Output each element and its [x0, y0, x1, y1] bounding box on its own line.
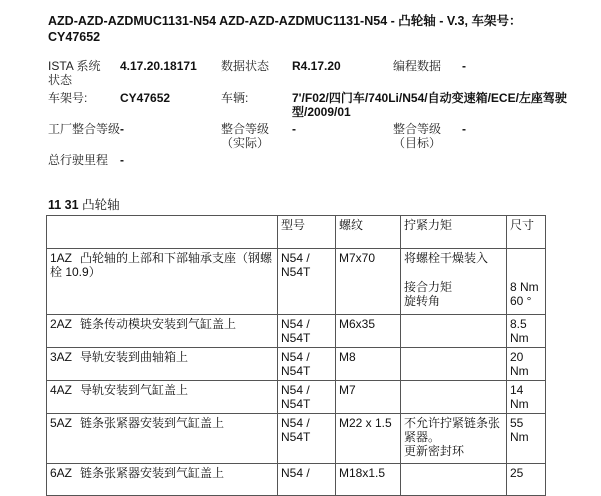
- row-desc: 导轨安装到曲轴箱上: [80, 350, 189, 364]
- table-row: [47, 249, 546, 315]
- row-desc: 导轨安装到气缸盖上: [80, 383, 189, 397]
- row-model: N54 / N54T: [278, 348, 336, 381]
- row-desc: 链条张紧器安装到气缸盖上: [80, 466, 225, 480]
- row-id: 5AZ: [50, 416, 73, 430]
- row-thread: M18x1.5: [336, 464, 401, 496]
- vehicle-label: 车辆:: [221, 91, 249, 105]
- row-torque: [401, 464, 507, 496]
- table-row: [47, 464, 546, 496]
- ista-value: 4.17.20.18171: [120, 59, 197, 73]
- section-heading: [48, 195, 120, 213]
- row-desc-cell: [47, 381, 278, 414]
- row-size-cell: [507, 249, 546, 315]
- title-component: 凸轮轴: [398, 14, 436, 28]
- data-state-value: R4.17.20: [292, 59, 341, 73]
- title-vin-label: 车架号：: [471, 14, 522, 28]
- row-desc: 链条张紧器安装到气缸盖上: [80, 416, 225, 430]
- document-title: [48, 13, 568, 45]
- section-name: 凸轮轴: [82, 198, 120, 212]
- row-thread: M8: [336, 348, 401, 381]
- mileage-label: 总行驶里程: [48, 153, 109, 167]
- row-model: N54 / N54T: [278, 414, 336, 464]
- row-size-angle: 60 °: [510, 294, 532, 308]
- factory-level-label: 工厂整合等级: [48, 122, 121, 136]
- row-torque-join: 接合力矩: [404, 280, 453, 294]
- target-level-value: -: [462, 122, 466, 136]
- ista-label: ISTA 系统状态: [48, 59, 101, 87]
- row-thread: M22 x 1.5: [336, 414, 401, 464]
- section-number: 11 31: [48, 198, 79, 212]
- row-torque-note: 不允许拧紧链条张紧器。: [404, 416, 501, 444]
- row-desc-cell: [47, 464, 278, 496]
- row-model: N54 / N54T: [278, 249, 336, 315]
- row-model: N54 / N54T: [278, 381, 336, 414]
- row-model: N54 /: [278, 464, 336, 496]
- row-torque-seal: 更新密封环: [404, 444, 465, 458]
- row-id: 6AZ: [50, 466, 73, 480]
- table-row: [47, 348, 546, 381]
- row-model: N54 / N54T: [278, 315, 336, 348]
- programming-value: -: [462, 59, 466, 73]
- actual-level-label: 整合等级（实际）: [221, 122, 270, 150]
- row-thread: M7: [336, 381, 401, 414]
- mileage-value: -: [120, 153, 124, 167]
- row-id: 3AZ: [50, 350, 73, 364]
- table-row: [47, 315, 546, 348]
- target-level-label: 整合等级（目标）: [393, 122, 442, 150]
- row-torque: [401, 381, 507, 414]
- header-desc: [47, 216, 278, 249]
- row-torque-note: 将螺栓干燥装入: [404, 251, 489, 265]
- row-size: 20 Nm: [507, 348, 546, 381]
- header-size: 尺寸: [507, 216, 546, 249]
- header-model: 型号: [278, 216, 336, 249]
- row-size: 14 Nm: [507, 381, 546, 414]
- row-desc-cell: [47, 249, 278, 315]
- row-torque-cell: [401, 249, 507, 315]
- header-torque: 拧紧力矩: [401, 216, 507, 249]
- row-desc-cell: [47, 348, 278, 381]
- header-thread: 螺纹: [336, 216, 401, 249]
- row-thread: M7x70: [336, 249, 401, 315]
- row-desc: 凸轮轴的上部和下部轴承支座（钢螺栓 10.9）: [50, 251, 273, 279]
- row-desc-cell: [47, 414, 278, 464]
- row-torque-cell: [401, 414, 507, 464]
- table-row: [47, 381, 546, 414]
- table-row: [47, 414, 546, 464]
- row-id: 4AZ: [50, 383, 73, 397]
- row-size-torque: 8 Nm: [510, 280, 539, 294]
- table-header-row: [47, 216, 546, 249]
- torque-table: [46, 215, 546, 496]
- title-vin: CY47652: [48, 30, 101, 44]
- title-version: - V.3,: [435, 14, 472, 28]
- row-torque-angle: 旋转角: [404, 294, 441, 308]
- title-code: AZD-AZD-AZDMUC1131-N54 AZD-AZD-AZDMUC1131-N54 -: [48, 14, 399, 28]
- row-size: 55 Nm: [507, 414, 546, 464]
- row-thread: M6x35: [336, 315, 401, 348]
- vin-value: CY47652: [120, 91, 171, 105]
- row-desc: 链条传动模块安装到气缸盖上: [80, 317, 237, 331]
- vehicle-value: 7'/F02/四门车/740Li/N54/自动变速箱/ECE/左座驾驶型/2009/01: [292, 91, 567, 119]
- factory-level-value: -: [120, 122, 124, 136]
- row-desc-cell: [47, 315, 278, 348]
- actual-level-value: -: [292, 122, 296, 136]
- row-torque: [401, 348, 507, 381]
- row-torque: [401, 315, 507, 348]
- row-size: 8.5 Nm: [507, 315, 546, 348]
- vin-label: 车架号:: [48, 91, 88, 105]
- row-id: 2AZ: [50, 317, 73, 331]
- data-state-label: 数据状态: [221, 59, 270, 73]
- row-id: 1AZ: [50, 251, 73, 265]
- programming-label: 编程数据: [393, 59, 442, 73]
- row-size: 25: [507, 464, 546, 496]
